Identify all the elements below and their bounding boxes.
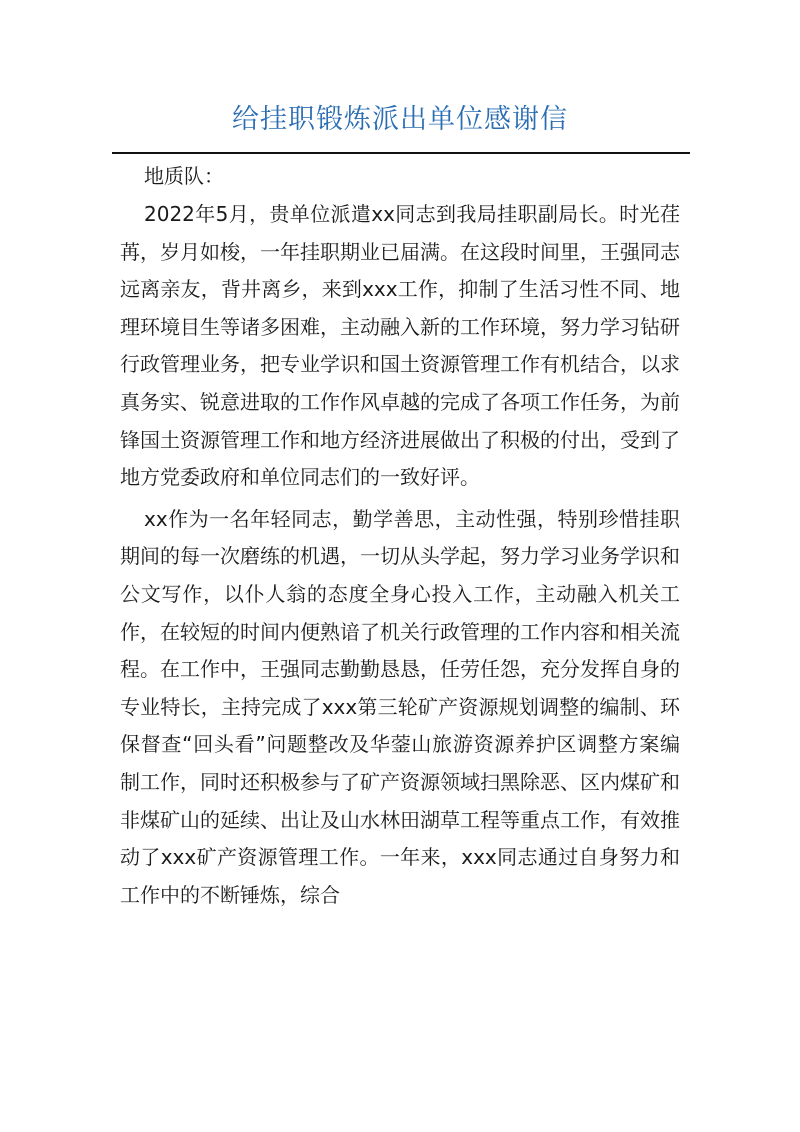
document-title: 给挂职锻炼派出单位感谢信 bbox=[232, 104, 568, 135]
paragraph-1: 2022年5月，贵单位派遣xx同志到我局挂职副局长。时光荏苒，岁月如梭，一年挂职期业已届满。在这段时间里，王强同志远离亲友，背井离乡，来到xxx工作，抑制了生活习性不同、地理环境目生等诸多困难，主动融入新的工作环境，努力学习钻研行政管理业务，把专业学识和国土资源管理工作有机结合，以求真务实、锐意进取的工作作风卓越的完成了各项工作任务，为前锋国土资源管理工作和地方经济进展做出了积极的付出，受到了地方党委政府和单位同志们的一致好评。 bbox=[120, 202, 680, 490]
salutation: 地质队： bbox=[144, 164, 224, 188]
paragraph-2: xx作为一名年轻同志，勤学善思，主动性强，特别珍惜挂职期间的每一次磨练的机遇，一切从头学起，努力学习业务学识和公文写作，以仆人翁的态度全身心投入工作，主动融入机关工作，在较短的时间内便熟谙了机关行政管理的工作内容和相关流程。在工作中，王强同志勤勤恳恳，任劳任怨，充分发挥自身的专业特长，主持完成了xxx第三轮矿产资源规划调整的编制、环保督查“回头看”问题整改及华蓥山旅游资源养护区调整方案编制工作，同时还积极参与了矿产资源领域扫黑除恶、区内煤矿和非煤矿山的延续、出让及山水林田湖草工程等重点工作，有效推动了xxx矿产资源管理工作。一年来，xxx同志通过自身努力和工作中的不断锤炼，综合 bbox=[120, 506, 680, 907]
title-divider bbox=[112, 152, 690, 154]
letter-body bbox=[120, 158, 680, 914]
